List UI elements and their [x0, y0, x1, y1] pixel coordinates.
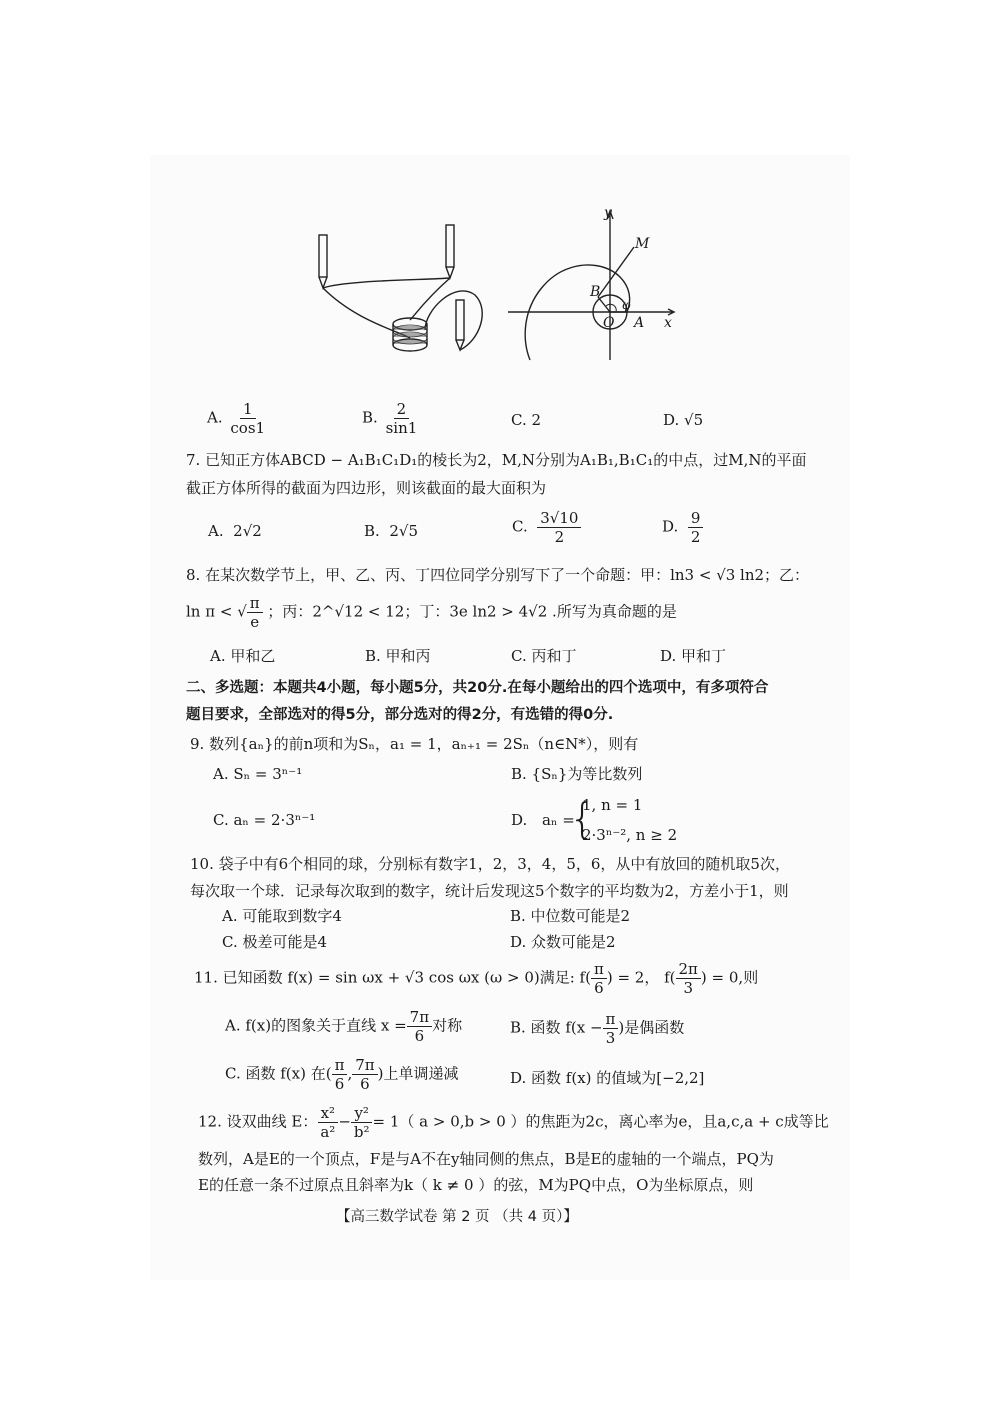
q9-option-a: A. Sₙ = 3ⁿ⁻¹: [213, 765, 303, 783]
q8-option-c: C. 丙和丁: [511, 647, 577, 665]
q10-stem-line2: 每次取一个球．记录每次取到的数字，统计后发现这5个数字的平均数为2，方差小于1，则: [190, 882, 789, 900]
fig2-label-a: A: [634, 315, 645, 331]
q10-option-c: C. 极差可能是4: [222, 933, 328, 951]
q11-stem: 11. 已知函数 f(x) = sin ωx + √3 cos ωx (ω > 0)满足: f( $\frac{\pi}{6}$ ) = 2， f( $\frac{2\pi}{3}$ ) = 0,则: [194, 960, 759, 997]
q12-stem-line1: 12. 设双曲线 E： $\frac{\text{x²}}{\text{a²}}$ − $\frac{\text{y²}}{\text{b²}}$ = 1（ a > 0,b > 0 ）的焦距为2c，离心率为e，且a,c,a + c成等比: [198, 1104, 829, 1141]
q7-stem-line2: 截正方体所得的截面为四边形，则该截面的最大面积为: [186, 479, 547, 497]
section2-heading-line1: 二、多选题：本题共4小题，每小题5分，共20分.在每小题给出的四个选项中，有多项符合: [186, 680, 769, 696]
q8-option-a: A. 甲和乙: [210, 647, 276, 665]
q10-option-a: A. 可能取到数字4: [222, 907, 342, 925]
q9-option-d-lhs: aₙ =: [542, 811, 575, 829]
q9-stem: 9. 数列{aₙ}的前n项和为Sₙ，a₁ = 1，aₙ₊₁ = 2Sₙ（n∈N*），则有: [190, 735, 639, 753]
q8-option-d: D. 甲和丁: [660, 647, 727, 665]
section2-heading-line2: 题目要求，全部选对的得5分，部分选对的得2分，有选错的得0分.: [186, 707, 614, 723]
q7-option-b: B. 2√5: [364, 522, 418, 540]
q9-d-case1: 1, n = 1: [582, 796, 643, 814]
fig2-label-o: O: [603, 315, 615, 331]
fig2-label-y: y: [604, 205, 612, 221]
q9-d-brace: {: [569, 794, 596, 843]
q10-stem-line1: 10. 袋子中有6个相同的球，分别标有数字1，2，3，4，5，6，从中有放回的随机取5次，: [190, 855, 790, 873]
q8-stem-line2: ln π < √ $\frac{\pi}{e}$ ；丙：2^√12 < 12；丁：3e ln2 > 4√2 .所写为真命题的是: [186, 594, 677, 631]
fig2-label-m: M: [635, 236, 650, 252]
q9-d-case2: 2·3ⁿ⁻², n ≥ 2: [582, 826, 678, 844]
q6-option-d: D. √5: [663, 411, 704, 429]
q11-option-c: C. 函数 f(x) 在( $\frac{\pi}{6}$ , $\frac{7\pi}{6}$ )上单调递减: [225, 1056, 459, 1093]
q6-b-numerator: 2: [394, 400, 410, 419]
q10-option-b: B. 中位数可能是2: [510, 907, 631, 925]
q9-option-c: C. aₙ = 2·3ⁿ⁻¹: [213, 811, 316, 829]
q11-option-a: A. f(x)的图象关于直线 x = $\frac{7\pi}{6}$ 对称: [225, 1008, 463, 1045]
q11-option-d: D. 函数 f(x) 的值域为[−2,2]: [510, 1069, 705, 1087]
q6-option-b: B. $\frac{2}{\sin 1}$: [362, 400, 420, 437]
q9-option-d-label: D.: [511, 811, 528, 829]
pencil-spool-figure: [305, 220, 505, 370]
fig2-label-x: x: [664, 315, 672, 331]
q7-stem-line1: 7. 已知正方体ABCD − A₁B₁C₁D₁的棱长为2，M,N分别为A₁B₁,B₁C₁的中点，过M,N的平面: [186, 451, 807, 469]
q6-b-denominator: sin1: [385, 419, 418, 437]
q7-option-a: A. 2√2: [208, 522, 262, 540]
q6-option-a: A. $\frac{1}{\cos 1}$: [207, 400, 268, 437]
q6-a-numerator: 1: [240, 400, 256, 419]
page-footer: 【高三数学试卷 第 2 页 （共 4 页）】: [336, 1209, 578, 1225]
q8-stem-line1: 8. 在某次数学节上，甲、乙、丙、丁四位同学分别写下了一个命题：甲：ln3 < √3 ln2；乙：: [186, 566, 810, 584]
q6-a-denominator: cos1: [230, 419, 266, 437]
fig2-label-b: B: [590, 284, 601, 300]
q6-option-c: C. 2: [511, 411, 542, 429]
q12-stem-line2: 数列，A是E的一个顶点，F是与A不在y轴同侧的焦点，B是E的虚轴的一个端点，PQ为: [198, 1150, 774, 1168]
q10-option-d: D. 众数可能是2: [510, 933, 616, 951]
q7-option-d: D. $\frac{9}{2}$: [662, 509, 703, 546]
q7-option-c: C. $\frac{3√10}{2}$: [512, 509, 581, 546]
q11-option-b: B. 函数 f(x − $\frac{\pi}{3}$ )是偶函数: [510, 1010, 685, 1047]
q12-stem-line3: E的任意一条不过原点且斜率为k（ k ≠ 0 ）的弦，M为PQ中点，O为坐标原点，则: [198, 1176, 754, 1194]
q8-option-b: B. 甲和丙: [365, 647, 431, 665]
fig2-label-phi: φ: [622, 298, 631, 312]
q9-option-b: B. {Sₙ}为等比数列: [511, 765, 643, 783]
